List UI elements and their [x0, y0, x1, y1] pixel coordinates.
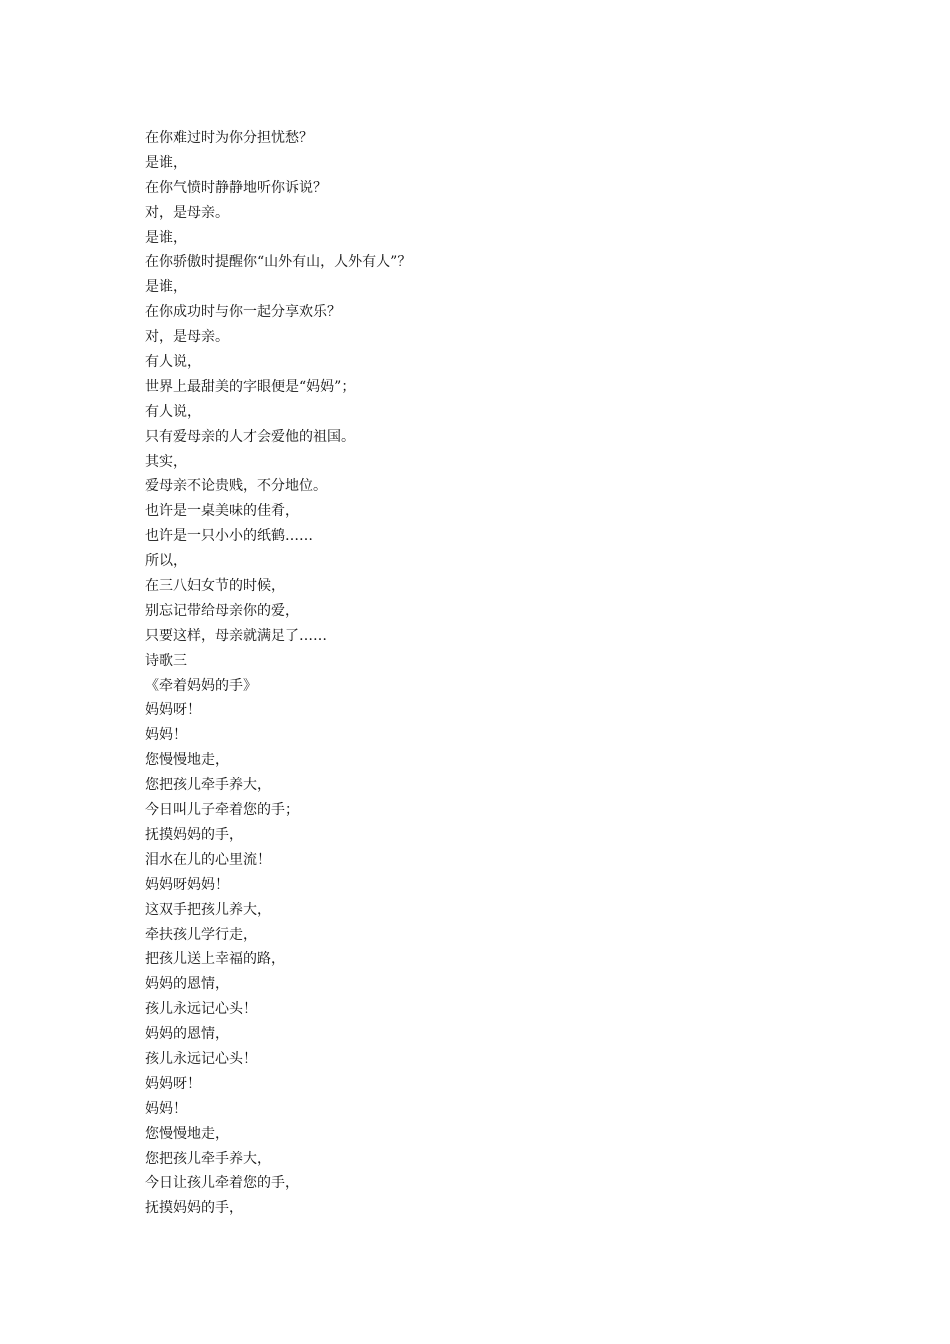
text-line: 把孩儿送上幸福的路，	[145, 951, 285, 968]
text-line: 妈妈呀！	[145, 702, 201, 719]
text-line: 泪水在儿的心里流！	[145, 851, 271, 868]
text-line: 在你难过时为你分担忧愁？	[145, 130, 313, 146]
text-line: 《牵着妈妈的手》	[145, 677, 257, 694]
text-line: 您把孩儿牵手养大，	[145, 777, 271, 794]
text-line: 您慢慢地走，	[145, 1125, 229, 1142]
text-line: 妈妈！	[145, 727, 187, 744]
text-line: 所以，	[145, 553, 187, 570]
text-line: 妈妈呀妈妈！	[145, 876, 229, 893]
text-line: 是谁，	[145, 154, 187, 171]
text-line: 妈妈的恩情，	[145, 976, 229, 993]
text-line: 别忘记带给母亲你的爱，	[145, 602, 299, 619]
text-line: 在你成功时与你一起分享欢乐？	[145, 304, 341, 321]
text-line: 只有爱母亲的人才会爱他的祖国。	[145, 428, 355, 445]
text-line: 是谁，	[145, 229, 187, 246]
text-line: 有人说，	[145, 403, 201, 420]
text-line: 您把孩儿牵手养大，	[145, 1150, 271, 1167]
text-line: 在你气愤时静静地听你诉说？	[145, 179, 327, 196]
text-line: 孩儿永远记心头！	[145, 1001, 257, 1018]
text-line: 孩儿永远记心头！	[145, 1050, 257, 1067]
text-line: 在三八妇女节的时候，	[145, 578, 285, 595]
poem-text-block	[145, 126, 411, 1221]
text-line: 妈妈的恩情，	[145, 1026, 229, 1043]
text-line: 妈妈！	[145, 1100, 187, 1117]
text-line: 今日让孩儿牵着您的手，	[145, 1175, 299, 1192]
text-line: 这双手把孩儿养大，	[145, 901, 271, 918]
text-line: 抚摸妈妈的手，	[145, 826, 243, 843]
text-line: 也许是一只小小的纸鹤……	[145, 528, 313, 545]
text-line: 其实，	[145, 453, 187, 470]
text-line: 对，是母亲。	[145, 329, 229, 346]
text-line: 妈妈呀！	[145, 1075, 201, 1092]
text-line: 只要这样，母亲就满足了……	[145, 627, 327, 644]
text-line: 也许是一桌美味的佳肴，	[145, 503, 299, 520]
text-line: 您慢慢地走，	[145, 752, 229, 769]
text-line: 爱母亲不论贵贱，不分地位。	[145, 478, 327, 495]
text-line: 诗歌三	[145, 652, 187, 669]
text-line: 是谁，	[145, 279, 187, 296]
text-line: 在你骄傲时提醒你“山外有山，人外有人”？	[145, 254, 412, 271]
text-line: 今日叫儿子牵着您的手；	[145, 802, 299, 819]
text-line: 抚摸妈妈的手，	[145, 1200, 243, 1217]
text-line: 对，是母亲。	[145, 204, 229, 221]
text-line: 有人说，	[145, 354, 201, 371]
text-line: 世界上最甜美的字眼便是“妈妈”；	[145, 378, 356, 395]
text-line: 牵扶孩儿学行走，	[145, 926, 257, 943]
